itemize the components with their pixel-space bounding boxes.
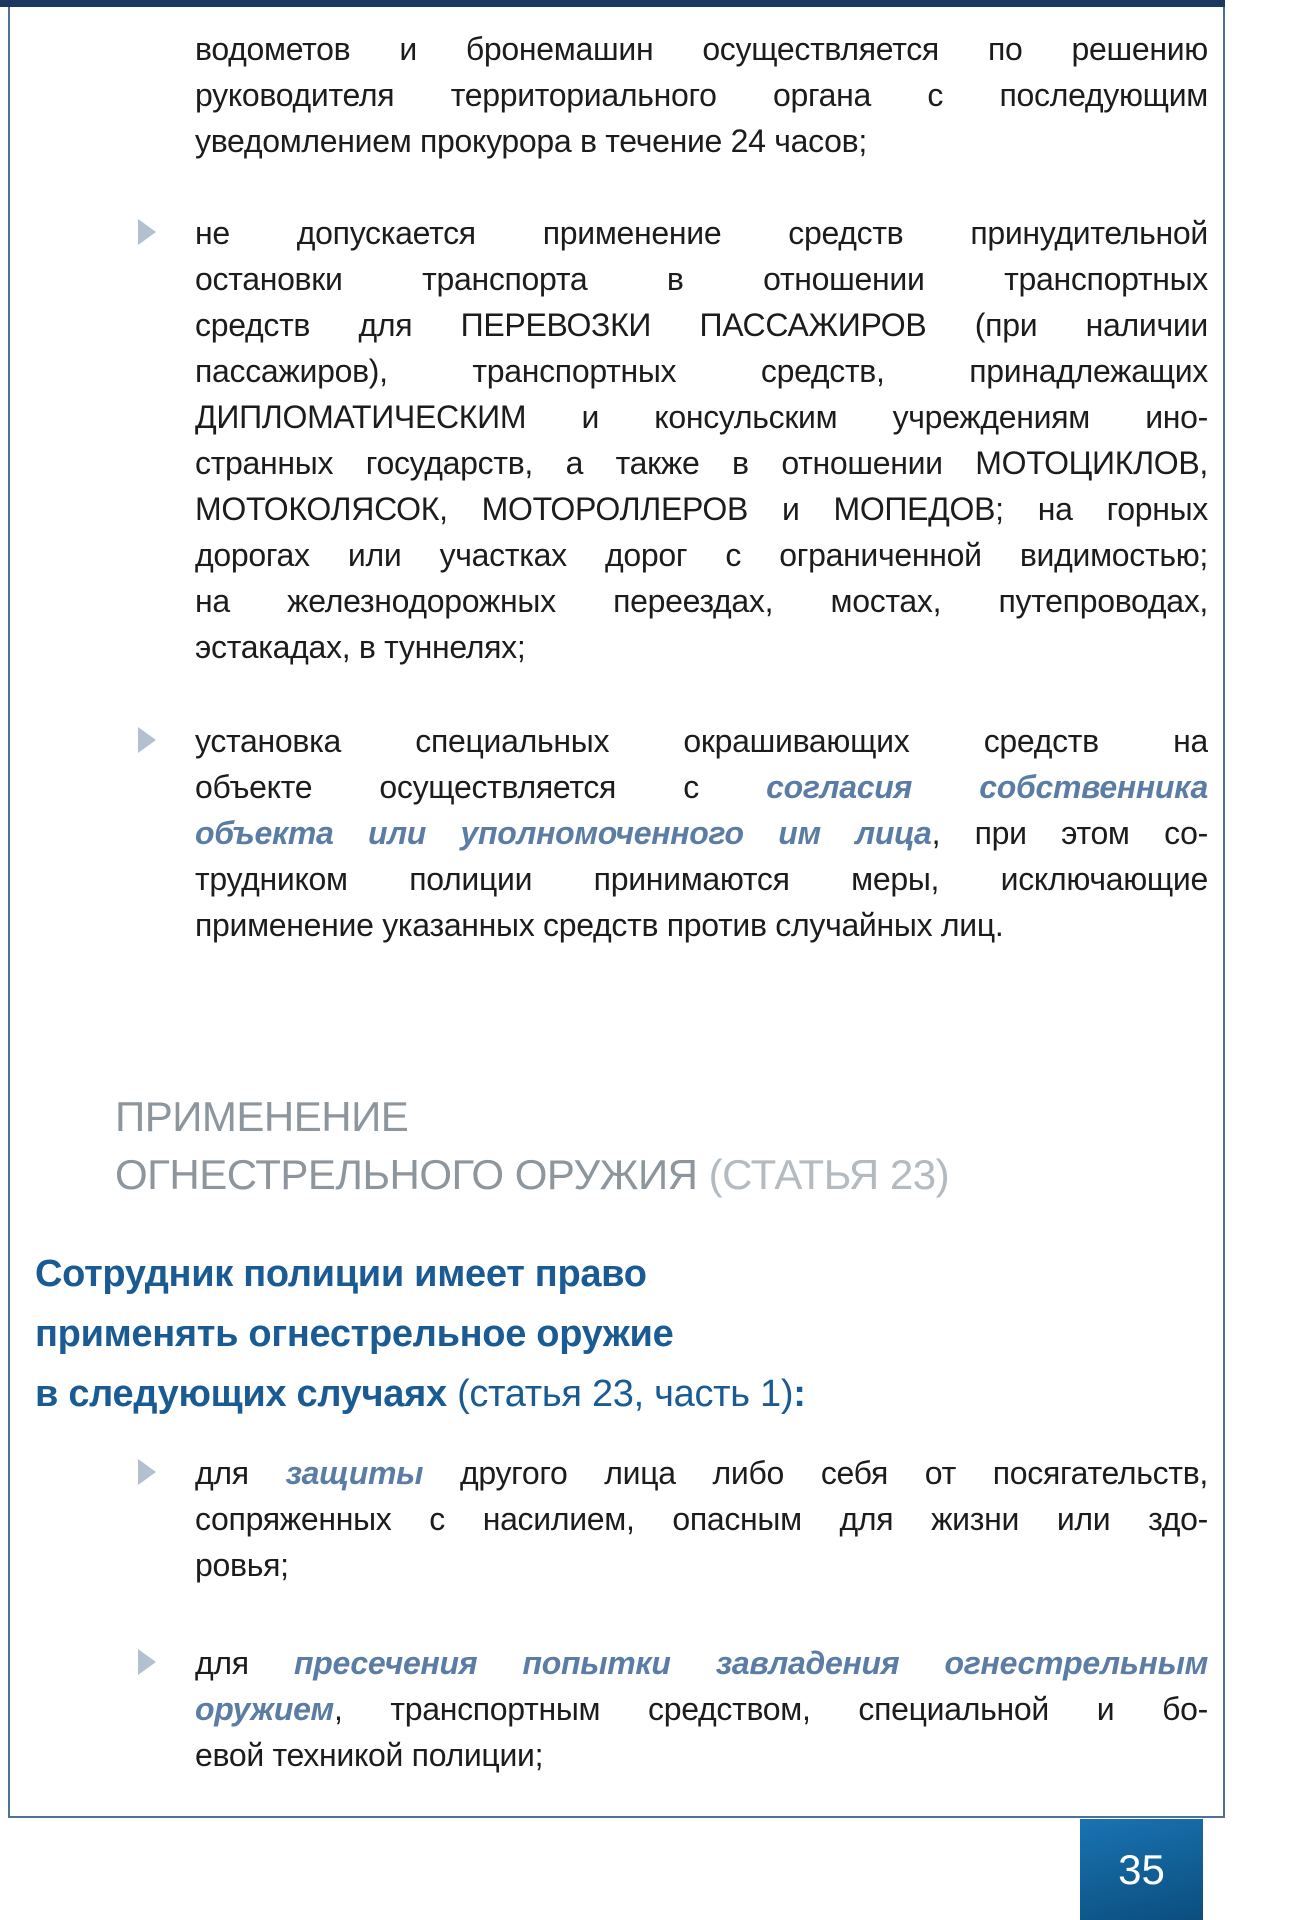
text-segment: , при этом со- [931,815,1208,851]
text-line [195,72,1208,118]
text-line [195,532,1208,578]
text-line [195,902,1208,948]
page-number: 35 [1118,1845,1165,1893]
text-segment: эстакадах, в туннелях; [195,629,526,665]
page-number-box [1080,1819,1203,1920]
text-segment: пассажиров), транспортных средств, принадлежащих [195,353,1208,389]
text-line [195,26,1208,72]
text-segment: странных государств, а также в отношении МОТОЦИКЛОВ, [195,445,1208,481]
bullet-item-defense [195,1450,1208,1588]
text-line [195,1496,1208,1542]
bullet-item-forced-stop-restrictions [195,210,1208,670]
text-line [195,256,1208,302]
text-segment: остановки транспорта в отношении транспортных [195,261,1208,297]
text-segment: евой техникой полиции; [195,1737,544,1773]
text-segment: для [195,1455,286,1491]
text-segment: для [195,1645,295,1681]
text-line [195,810,1208,856]
text-line [195,302,1208,348]
text-line [195,718,1208,764]
page-top-bar [0,0,1225,7]
text-segment: сопряженных с насилием, опасным для жизни или здо- [195,1501,1208,1537]
text-segment: средств для ПЕРЕВОЗКИ ПАССАЖИРОВ (при наличии [195,307,1208,343]
text-line [195,1542,1208,1588]
bullet-item-dye-markers [195,718,1208,948]
text-segment: , транспортным средством, специальной и бо- [333,1691,1208,1727]
text-segment: Сотрудник полиции имеет право [35,1253,647,1295]
text-segment: применение указанных средств против случайных лиц. [195,907,1004,943]
text-segment: трудником полиции принимаются меры, исключающие [195,861,1208,897]
text-line [195,624,1208,670]
page [8,0,1225,1818]
section-heading [115,1088,1223,1204]
continuation-paragraph [195,26,1208,164]
text-line [195,440,1208,486]
text-segment: оружием [195,1691,334,1727]
text-line [35,1304,1223,1364]
page-content [10,2,1223,1778]
bullet-item-weapon-seizure [195,1640,1208,1778]
text-line [195,1640,1208,1686]
bullet-triangle-icon [138,1649,156,1675]
text-line [35,1364,1223,1424]
text-line [195,1686,1208,1732]
text-segment: объекте осуществляется с [195,769,767,805]
text-segment: уведомлением прокурора в течение 24 часов; [195,123,867,159]
text-segment: ОГНЕСТРЕЛЬНОГО ОРУЖИЯ [115,1151,709,1198]
text-segment: : [793,1373,806,1415]
text-segment: МОТОКОЛЯСОК, МОТОРОЛЛЕРОВ и МОПЕДОВ; на горных [195,491,1208,527]
text-segment: другого лица либо себя от посягательств, [423,1455,1208,1491]
text-segment: дорогах или участках дорог с ограниченной видимостью; [195,537,1208,573]
text-segment: применять огнестрельное оружие [35,1313,674,1355]
text-line [195,764,1208,810]
text-line [195,486,1208,532]
text-segment: (статья 23, часть 1) [457,1373,794,1415]
text-segment: не допускается применение средств принудительной [195,215,1208,251]
text-segment: ПРИМЕНЕНИЕ [115,1093,409,1140]
text-segment: согласия собственника [766,769,1208,805]
text-line [35,1244,1223,1304]
bullet-triangle-icon [138,219,156,245]
intro-statement [35,1244,1223,1424]
text-line [195,578,1208,624]
text-segment: защиты [285,1455,424,1491]
text-segment: объекта или уполномоченного им лица [195,815,932,851]
text-segment: водометов и бронемашин осуществляется по решению [195,31,1208,67]
text-line [195,210,1208,256]
text-line [115,1146,1223,1204]
text-segment: ровья; [195,1547,289,1583]
text-segment: ДИПЛОМАТИЧЕСКИМ и консульским учреждениям ино- [195,399,1208,435]
text-line [195,348,1208,394]
text-segment: в следующих случаях [35,1373,458,1415]
text-line [115,1088,1223,1146]
text-line [195,394,1208,440]
text-line [195,1732,1208,1778]
bullet-triangle-icon [138,1459,156,1485]
text-segment: руководителя территориального органа с последующим [195,77,1208,113]
text-line [195,856,1208,902]
text-segment: установка специальных окрашивающих средств на [195,723,1208,759]
bullet-triangle-icon [138,727,156,753]
text-line [195,1450,1208,1496]
text-segment: на железнодорожных переездах, мостах, путепроводах, [195,583,1208,619]
text-segment: пресечения попытки завладения огнестрельным [294,1645,1208,1681]
text-segment: (СТАТЬЯ 23) [708,1151,950,1198]
text-line [195,118,1208,164]
